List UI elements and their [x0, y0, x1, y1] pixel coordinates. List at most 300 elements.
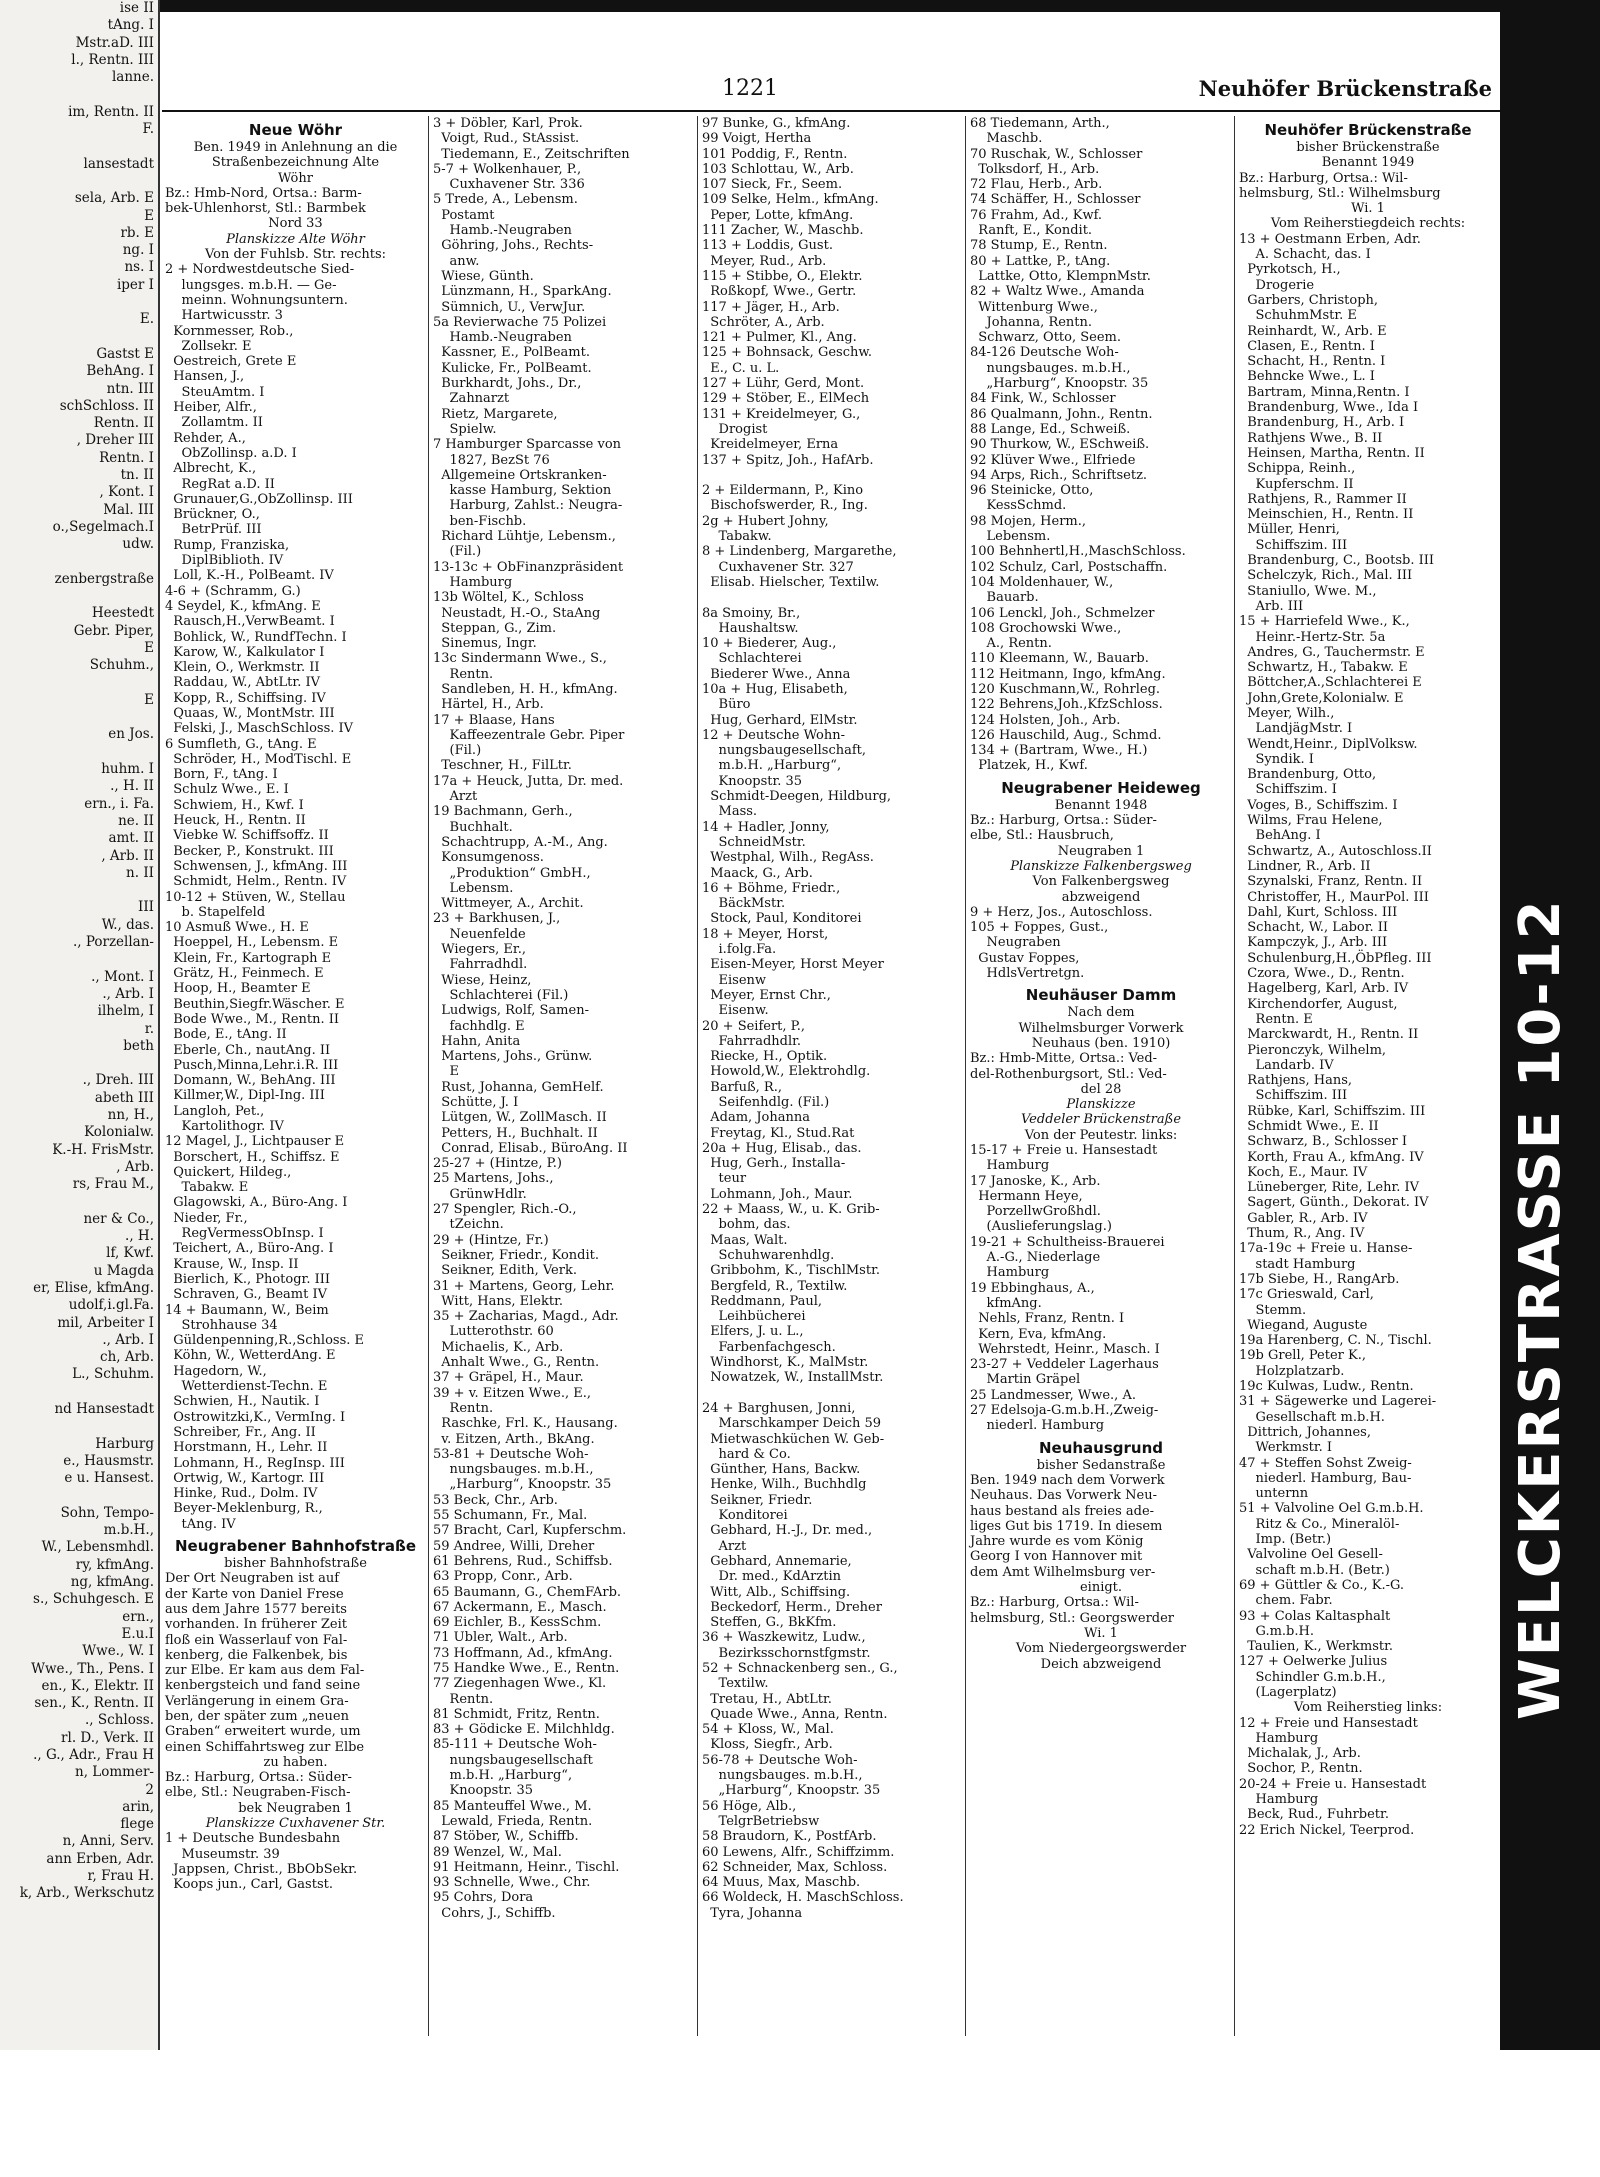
directory-entry: Heiber, Alfr., [165, 400, 257, 416]
directory-entry: 19b Grell, Peter K., [1239, 1348, 1366, 1364]
directory-entry: elbe, Stl.: Hausbruch, [970, 828, 1114, 844]
directory-entry: TelgrBetriebsw [702, 1813, 820, 1829]
directory-entry: Horstmann, H., Lehr. II [165, 1440, 328, 1456]
margin-fragment: tn. II [120, 467, 154, 484]
margin-fragment: ns. I [124, 259, 154, 276]
directory-entry: Gabler, R., Arb. IV [1239, 1210, 1368, 1226]
directory-entry: 131 + Kreidelmeyer, G., [702, 406, 861, 422]
directory-entry: 13-13c + ObFinanzpräsident [433, 559, 624, 575]
directory-entry: Christoffer, H., MaurPol. III [1239, 889, 1429, 905]
directory-entry: fachhdlg. E [433, 1018, 525, 1034]
directory-entry: 120 Kuschmann,W., Rohrleg. [970, 681, 1161, 697]
directory-entry: Riecke, H., Optik. [702, 1049, 828, 1065]
directory-entry: b. Stapelfeld [165, 904, 266, 920]
directory-entry: Drogist [702, 421, 768, 437]
directory-entry: Eisenw [702, 972, 767, 988]
directory-entry: Konsumgenoss. [433, 850, 544, 866]
directory-entry: Kampczyk, J., Arb. III [1239, 935, 1388, 951]
directory-entry: Allgemeine Ortskranken- [433, 467, 607, 483]
directory-entry: 14 + Baumann, W., Beim [165, 1302, 329, 1318]
directory-entry: 22 + Maass, W., u. K. Grib- [702, 1202, 880, 1218]
directory-entry: Ludwigs, Rolf, Samen- [433, 1003, 589, 1019]
directory-entry: Anhalt Wwe., G., Rentn. [433, 1355, 600, 1371]
directory-entry: Tabakw. E [165, 1180, 249, 1196]
margin-fragment [0, 1193, 158, 1210]
directory-entry: i.folg.Fa. [702, 942, 777, 958]
directory-entry: Bauarb. [970, 590, 1039, 606]
margin-fragment [0, 1384, 158, 1401]
directory-entry: Schmidt-Deegen, Hildburg, [702, 789, 892, 805]
directory-entry: Lütgen, W., ZollMasch. II [433, 1110, 607, 1126]
directory-page [162, 70, 1500, 2045]
directory-entry: anw. [433, 253, 480, 269]
margin-fragment: s., Schuhgesch. E [33, 1591, 154, 1608]
directory-entry: Schippa, Reinh., [1239, 461, 1356, 477]
directory-entry: Planskizze Falkenbergsweg [1010, 858, 1192, 874]
edge-stamp: WELCKERSTRASSE 10-12 [1508, 898, 1573, 1720]
directory-entry: Brandenburg, Wwe., Ida I [1239, 400, 1419, 416]
directory-entry: Wittenburg Wwe., [970, 299, 1098, 315]
directory-entry: Neugraben 1 [1057, 843, 1145, 859]
directory-entry: „Produktion“ GmbH., [433, 865, 591, 881]
directory-entry: niederl. Hamburg [970, 1418, 1105, 1434]
margin-fragment: rs, Frau M., [72, 1176, 154, 1193]
margin-fragment: n. II [126, 864, 154, 881]
margin-fragment: amt. II [108, 830, 154, 847]
margin-fragment: flege [120, 1816, 154, 1833]
directory-entry: Teichert, A., Büro-Ang. I [165, 1241, 334, 1257]
directory-entry: 10 Asmuß Wwe., H. E [165, 920, 309, 936]
directory-entry: unternn [1239, 1486, 1309, 1502]
directory-entry: Seikner, Edith, Verk. [433, 1263, 577, 1279]
directory-entry: Michalak, J., Arb. [1239, 1746, 1361, 1762]
directory-entry: 127 + Oelwerke Julius [1239, 1654, 1388, 1670]
directory-entry: teur [702, 1171, 747, 1187]
directory-entry: Von Falkenbergsweg [1032, 874, 1170, 890]
directory-entry: Westphal, Wilh., RegAss. [702, 850, 874, 866]
directory-entry: Nieder, Fr., [165, 1210, 248, 1226]
margin-fragment: ., Porzellan- [72, 934, 154, 951]
directory-entry: A., Rentn. [970, 636, 1052, 652]
directory-entry: Leihbücherei [702, 1309, 806, 1325]
margin-fragment [0, 588, 158, 605]
directory-entry: Kern, Eva, kfmAng. [970, 1326, 1107, 1342]
directory-entry: Wi. 1 [1351, 201, 1385, 217]
directory-entry: 39 + v. Eitzen Wwe., E., [433, 1385, 592, 1401]
directory-entry: del 28 [1080, 1081, 1122, 1097]
column-2 [430, 116, 698, 2036]
directory-entry: Gebhard, H.-J., Dr. med., [702, 1523, 873, 1539]
margin-fragment: udolf,i.gl.Fa. [68, 1297, 154, 1314]
directory-entry: Müller, Henri, [1239, 522, 1340, 538]
directory-entry: Kopp, R., Schiffsing. IV [165, 690, 326, 706]
directory-entry: 83 + Gödicke E. Milchhldg. [433, 1722, 615, 1738]
directory-entry: (Fil.) [433, 544, 482, 560]
directory-entry: bisher Brückenstraße [1296, 140, 1440, 155]
directory-entry: Windhorst, K., MalMstr. [702, 1355, 869, 1371]
directory-entry: aus dem Jahre 1577 bereits [165, 1601, 347, 1617]
directory-entry: Wehrstedt, Heinr., Masch. I [970, 1341, 1160, 1357]
directory-entry: 52 + Schnackenberg sen., G., [702, 1660, 898, 1676]
directory-entry: 5-7 + Wolkenhauer, P., [433, 161, 582, 177]
directory-entry: Hansen, J., [165, 369, 245, 385]
margin-fragment: abeth III [94, 1089, 154, 1106]
directory-entry: Schiffszim. III [1239, 1088, 1348, 1104]
directory-entry: 58 Braudorn, K., PostfArb. [702, 1829, 877, 1845]
directory-entry: 14 + Hadler, Jonny, [702, 819, 830, 835]
directory-entry: Harburg, Zahlst.: Neugra- [433, 498, 623, 514]
directory-entry: Strohhause 34 [165, 1317, 278, 1333]
directory-entry: 20a + Hug, Elisab., das. [702, 1140, 862, 1156]
directory-entry: 70 Ruschak, W., Schlosser [970, 146, 1143, 162]
directory-entry: Wilhelmsburger Vorwerk [1018, 1020, 1184, 1036]
directory-entry: 23 + Barkhusen, J., [433, 911, 561, 927]
margin-fragment: u Magda [93, 1262, 154, 1279]
directory-entry: 62 Schneider, Max, Schloss. [702, 1859, 888, 1875]
directory-entry: Seifenhdlg. (Fil.) [702, 1095, 830, 1110]
directory-entry: Benannt 1949 [1321, 155, 1415, 171]
directory-entry: dem Amt Wilhelmsburg ver- [970, 1564, 1156, 1580]
directory-entry: Verlängerung in einem Gra- [165, 1693, 349, 1709]
street-heading: Neugrabener Bahnhofstraße [174, 1537, 417, 1556]
directory-entry: Eisen-Meyer, Horst Meyer [702, 957, 884, 973]
directory-entry: Rentn. [433, 666, 494, 682]
directory-entry: Neustadt, H.-O., StaAng [433, 605, 601, 621]
margin-fragment: Heestedt [91, 605, 154, 622]
margin-fragment: BehAng. I [86, 363, 154, 380]
directory-entry: 8 + Lindenberg, Margarethe, [702, 544, 897, 560]
directory-entry: Zollamtm. II [165, 415, 263, 431]
directory-entry: Rietz, Margarete, [433, 406, 558, 422]
margin-fragment: 2 [145, 1781, 154, 1798]
directory-entry: „Harburg“, Knoopstr. 35 [433, 1477, 612, 1493]
directory-entry: 87 Stöber, W., Schiffb. [433, 1829, 579, 1845]
directory-entry: Mietwaschküchen W. Geb- [702, 1431, 885, 1447]
margin-fragment: en Jos. [108, 726, 154, 743]
directory-entry: Seikner, Friedr., Kondit. [433, 1247, 600, 1263]
directory-entry: 31 + Sägewerke und Lagerei- [1239, 1394, 1437, 1410]
directory-entry: Thum, R., Ang. IV [1239, 1226, 1365, 1242]
directory-entry: lungsges. m.b.H. — Ge- [165, 277, 337, 293]
directory-entry: Martin Gräpel [970, 1372, 1081, 1388]
directory-entry: Beckedorf, Herm., Dreher [702, 1599, 882, 1615]
margin-fragment [0, 1488, 158, 1505]
street-heading: Neuhäuser Damm [1025, 986, 1177, 1005]
margin-fragment: ch, Arb. [100, 1349, 154, 1366]
directory-entry: Vom Niedergeorgswerder [1015, 1641, 1187, 1657]
directory-entry: 8a Smoiny, Br., [702, 605, 801, 621]
directory-entry: 75 Handke Wwe., E., Rentn. [433, 1660, 620, 1676]
directory-entry: Schmidt, Helm., Rentn. IV [165, 874, 347, 890]
directory-entry: 108 Grochowski Wwe., [970, 620, 1122, 636]
margin-fragment: ner & Co., [83, 1210, 154, 1227]
directory-entry: Michaelis, K., Arb. [433, 1339, 564, 1355]
directory-entry: Langloh, Pet., [165, 1103, 265, 1119]
directory-entry: BehAng. I [1239, 828, 1321, 844]
directory-entry: 17 Janoske, K., Arb. [970, 1173, 1101, 1189]
margin-fragment: sela, Arb. E [74, 190, 154, 207]
margin-fragment: r. [144, 1020, 154, 1037]
directory-entry: Drogerie [1239, 277, 1315, 293]
directory-entry: Heuck, H., Rentn. II [165, 813, 306, 829]
directory-entry: Lebensm. [970, 529, 1051, 545]
directory-entry: nungsbauges. m.b.H., [433, 1462, 594, 1478]
directory-entry: 125 + Bohnsack, Geschw. [702, 345, 873, 361]
directory-entry: bohm, das. [702, 1217, 791, 1233]
directory-entry: Elisab. Hielscher, Textilw. [702, 574, 880, 590]
directory-entry: 110 Kleemann, W., Bauarb. [970, 651, 1149, 667]
directory-entry: Quaas, W., MontMstr. III [165, 705, 335, 721]
directory-entry: Schwartz, H., Tabakw. E [1239, 660, 1408, 676]
directory-entry: Wiese, Heinz, [433, 972, 532, 988]
margin-fragment: ann Erben, Adr. [46, 1850, 154, 1867]
directory-entry: 59 Andree, Willi, Dreher [433, 1538, 595, 1554]
directory-entry: Gribbohm, K., TischlMstr. [702, 1263, 881, 1279]
directory-entry: 93 + Colas Kaltasphalt [1239, 1608, 1391, 1624]
directory-entry: Pieronczyk, Wilhelm, [1239, 1042, 1387, 1058]
margin-fragment: nn, H., [107, 1107, 154, 1123]
directory-entry: 19 Bachmann, Gerh., [433, 804, 573, 820]
directory-entry: 20-24 + Freie u. Hansestadt [1239, 1776, 1427, 1792]
directory-entry: GrünwHdlr. [433, 1186, 527, 1202]
directory-entry: Lewald, Frieda, Rentn. [433, 1813, 593, 1829]
directory-entry: Von der Fuhlsb. Str. rechts: [204, 247, 387, 263]
directory-entry: Freytag, Kl., Stud.Rat [702, 1125, 855, 1141]
directory-entry: Fahrradhdlr. [702, 1033, 802, 1049]
directory-entry: Rump, Franziska, [165, 537, 290, 553]
directory-entry: Richard Lühtje, Lebensm., [433, 529, 616, 545]
directory-entry: 117 + Jäger, H., Arb. [702, 299, 840, 315]
directory-entry: Nach dem [1067, 1005, 1135, 1021]
directory-entry: Bode, E., tAng. II [165, 1027, 287, 1043]
directory-entry: 122 Behrens,Joh.,KfzSchloss. [970, 697, 1163, 713]
directory-entry: schaft m.b.H. (Betr.) [1239, 1562, 1390, 1578]
directory-entry: Sinemus, Ingr. [433, 636, 537, 652]
directory-entry: Taulien, K., Werkmstr. [1239, 1639, 1394, 1655]
directory-entry: 2 + Nordwestdeutsche Sied- [165, 262, 355, 278]
directory-entry: 94 Arps, Rich., Schriftsetz. [970, 467, 1148, 483]
directory-entry: BäckMstr. [702, 896, 786, 912]
directory-entry: 10-12 + Stüven, W., Stellau [165, 889, 346, 905]
directory-entry: (Fil.) [433, 743, 482, 759]
directory-entry: Klein, Fr., Kartograph E [165, 950, 332, 966]
directory-entry: Dahl, Kurt, Schloss. III [1239, 904, 1398, 920]
directory-entry: Schiffszim. III [1239, 537, 1348, 553]
margin-fragment: lansestadt [83, 155, 154, 172]
directory-entry: 31 + Martens, Georg, Lehr. [433, 1278, 615, 1294]
directory-entry: Dittrich, Johannes, [1239, 1424, 1371, 1440]
directory-entry: 84-126 Deutsche Woh- [970, 345, 1119, 361]
directory-entry: Schwiem, H., Kwf. I [165, 797, 304, 813]
directory-entry: 88 Lange, Ed., Schweiß. [970, 421, 1131, 437]
margin-fragment: sen., K., Rentn. II [34, 1695, 154, 1712]
directory-entry: Conrad, Elisab., BüroAng. II [433, 1140, 628, 1156]
directory-entry: Becker, P., Konstrukt. III [165, 843, 334, 859]
directory-entry: Tiedemann, E., Zeitschriften [433, 146, 630, 162]
directory-entry: 96 Steinicke, Otto, [970, 483, 1094, 499]
margin-fragment: Rentn. II [93, 415, 154, 432]
directory-entry: 127 + Lühr, Gerd, Mont. [702, 376, 865, 392]
directory-entry: Göhring, Johs., Rechts- [433, 238, 594, 254]
directory-entry: helmsburg, Stl.: Georgswerder [970, 1610, 1175, 1626]
directory-entry: 98 Mojen, Herm., [970, 513, 1087, 529]
directory-entry: liges Gut bis 1719. In diesem [970, 1518, 1163, 1534]
directory-entry: BetrPrüf. III [165, 522, 262, 538]
directory-entry: HdlsVertretgn. [970, 966, 1085, 982]
directory-entry: hard & Co. [702, 1446, 791, 1462]
directory-entry: Wittmeyer, A., Archit. [433, 896, 584, 912]
directory-entry: Beuthin,Siegfr.Wäscher. E [165, 996, 345, 1012]
directory-entry: Hartwicusstr. 3 [165, 308, 283, 324]
directory-entry: 17b Siebe, H., RangArb. [1239, 1271, 1400, 1287]
directory-entry: 25 Martens, Johs., [433, 1171, 554, 1187]
directory-entry: Brückner, O., [165, 507, 260, 523]
directory-entry: Brandenburg, C., Bootsb. III [1239, 553, 1435, 569]
directory-entry: Stock, Paul, Konditorei [702, 911, 862, 927]
directory-entry: 107 Sieck, Fr., Seem. [702, 177, 843, 193]
directory-entry: 3 + Döbler, Karl, Prok. [433, 116, 583, 131]
directory-entry: meinn. Wohnungsuntern. [165, 292, 348, 308]
directory-entry: 17a + Heuck, Jutta, Dr. med. [433, 773, 624, 789]
directory-entry: Voges, B., Schiffszim. I [1239, 797, 1398, 813]
directory-entry: Schwien, H., Nautik. I [165, 1394, 320, 1410]
margin-fragment: ., G., Adr., Frau H [33, 1746, 154, 1763]
margin-fragment: Kolonialw. [84, 1124, 154, 1141]
directory-entry: Nord 33 [268, 216, 323, 232]
directory-entry: Borschert, H., Schiffsz. E [165, 1149, 340, 1165]
margin-fragment: ., Arb. I [102, 985, 154, 1002]
directory-entry: floß ein Wasserlauf von Fal- [165, 1632, 348, 1648]
directory-entry: Barfuß, R., [702, 1079, 782, 1095]
directory-entry: Konditorei [702, 1508, 788, 1524]
directory-entry: Der Ort Neugraben ist auf [165, 1571, 340, 1587]
directory-entry [699, 1386, 966, 1401]
directory-entry: A. Schacht, das. I [1239, 247, 1371, 263]
scan-right-edge [1500, 0, 1600, 2177]
directory-entry: SchuhmMstr. E [1239, 308, 1357, 324]
margin-fragment: W., das. [101, 916, 154, 933]
directory-entry: Tretau, H., AbtLtr. [702, 1691, 832, 1707]
directory-entry: 97 Bunke, G., kfmAng. [702, 116, 851, 131]
directory-entry: Schacht, W., Labor. II [1239, 920, 1389, 936]
directory-entry: Neugraben [970, 935, 1061, 951]
directory-entry: Hahn, Anita [433, 1033, 521, 1049]
margin-fragment: er, Elise, kfmAng. [33, 1279, 154, 1296]
directory-entry: kenbergsteich und fand seine [165, 1678, 361, 1694]
directory-entry: Maas, Walt. [702, 1232, 788, 1248]
directory-entry: Karow, W., Kalkulator I [165, 644, 325, 660]
directory-entry: Beck, Rud., Fuhrbetr. [1239, 1807, 1389, 1823]
margin-fragment: l., Rentn. III [71, 51, 154, 68]
directory-entry: Kaffeezentrale Gebr. Piper [433, 727, 625, 743]
directory-entry: Teschner, H., FilLtr. [433, 758, 572, 774]
directory-entry: Heinsen, Martha, Rentn. II [1239, 445, 1425, 461]
directory-entry: Lutterothstr. 60 [433, 1324, 554, 1340]
directory-entry: Spielw. [433, 421, 497, 437]
directory-entry: Textilw. [702, 1676, 769, 1692]
directory-entry: Kassner, E., PolBeamt. [433, 345, 590, 361]
directory-entry: 20 + Seifert, P., [702, 1018, 806, 1034]
margin-fragment: tAng. I [107, 17, 154, 34]
directory-entry: Maack, G., Arb. [702, 865, 813, 881]
margin-fragment [0, 951, 158, 968]
directory-entry: Schütte, J. I [433, 1095, 519, 1110]
directory-entry: 104 Moldenhauer, W., [970, 574, 1114, 590]
directory-entry: Zollsekr. E [165, 338, 252, 354]
margin-fragment: E [144, 207, 154, 224]
directory-entry: Elfers, J. u. L., [702, 1324, 804, 1340]
directory-entry: Lattke, Otto, KlempnMstr. [970, 268, 1151, 284]
margin-fragment: Schuhm., [89, 657, 154, 674]
directory-entry: Hamb.-Neugraben [433, 223, 572, 239]
directory-entry: 1 + Deutsche Bundesbahn [165, 1831, 341, 1847]
directory-entry: Gesellschaft m.b.H. [1239, 1409, 1385, 1425]
directory-entry: 68 Tiedemann, Arth., [970, 116, 1110, 131]
directory-entry: Hamb.-Neugraben [433, 330, 572, 346]
directory-entry: 27 Edelsoja-G.m.b.H.,Zweig- [970, 1403, 1159, 1419]
directory-entry: Rathjens, Hans, [1239, 1073, 1352, 1089]
directory-entry: Lüneberger, Rite, Lehr. IV [1239, 1180, 1420, 1196]
directory-entry: Steffen, G., BkKfm. [702, 1615, 837, 1631]
directory-entry: helmsburg, Stl.: Wilhelmsburg [1239, 185, 1441, 201]
directory-entry: Imp. (Betr.) [1239, 1532, 1332, 1548]
directory-entry: 19-21 + Schultheiss-Brauerei [970, 1234, 1165, 1250]
directory-entry: 84 Fink, W., Schlosser [970, 391, 1116, 407]
directory-entry: 69 Eichler, B., KessSchm. [433, 1615, 602, 1631]
margin-fragment: arin, [122, 1798, 154, 1815]
directory-entry: Deich abzweigend [1040, 1656, 1162, 1672]
directory-entry: Hamburg [433, 574, 513, 590]
directory-entry: Hamburg [1239, 1730, 1319, 1746]
directory-entry: haus bestand als freies ade- [970, 1503, 1155, 1519]
directory-entry: Born, F., tAng. I [165, 767, 278, 783]
directory-entry: 81 Schmidt, Fritz, Rentn. [433, 1706, 600, 1722]
directory-entry: Sagert, Günth., Dekorat. IV [1239, 1195, 1429, 1211]
street-heading: Neuhausgrund [1038, 1438, 1164, 1457]
directory-entry: 25-27 + (Hintze, P.) [433, 1156, 562, 1172]
margin-fragment: rl. D., Verk. II [61, 1729, 154, 1746]
directory-entry: Glagowski, A., Büro-Ang. I [165, 1195, 348, 1211]
directory-entry: A.-G., Niederlage [970, 1250, 1101, 1266]
margin-fragment: zenbergstraße [54, 570, 154, 587]
directory-entry: 51 + Valvoline Oel G.m.b.H. [1239, 1501, 1424, 1517]
directory-entry: 92 Klüver Wwe., Elfriede [970, 452, 1136, 468]
directory-entry: Schulenburg,H.,ÖbPfleg. III [1239, 950, 1432, 966]
directory-entry: Georg I von Hannover mit [970, 1549, 1143, 1565]
directory-entry: Hagedorn, W., [165, 1363, 267, 1379]
directory-entry: Martens, Johs., Grünw. [433, 1049, 593, 1065]
margin-fragment: III [138, 899, 154, 916]
directory-entry: Bartram, Minna,Rentn. I [1239, 384, 1410, 400]
column-1 [162, 116, 429, 2036]
directory-entry: Tabakw. [702, 529, 772, 545]
margin-fragment: ern., i. Fa. [84, 795, 154, 812]
directory-entry: 57 Bracht, Carl, Kupferschm. [433, 1523, 627, 1539]
directory-entry: Wiese, Günth. [433, 268, 534, 284]
directory-entry: Raschke, Frl. K., Hausang. [433, 1416, 618, 1432]
directory-entry: Planskizze [1066, 1097, 1136, 1113]
directory-entry: 102 Schulz, Carl, Postschaffn. [970, 559, 1168, 575]
margin-fragment: schSchloss. II [59, 397, 154, 414]
directory-entry: Kreidelmeyer, Erna [702, 437, 839, 453]
directory-entry: Gustav Foppes, [970, 950, 1080, 966]
directory-entry: Rentn. [433, 1400, 494, 1416]
directory-entry: Schraven, G., Beamt IV [165, 1287, 327, 1303]
directory-entry: Lohmann, Joh., Maur. [702, 1186, 853, 1202]
directory-entry: Hoop, H., Beamter E [165, 981, 311, 997]
directory-entry: Rentn. E [1239, 1011, 1313, 1027]
directory-entry: Wi. 1 [1084, 1625, 1118, 1641]
